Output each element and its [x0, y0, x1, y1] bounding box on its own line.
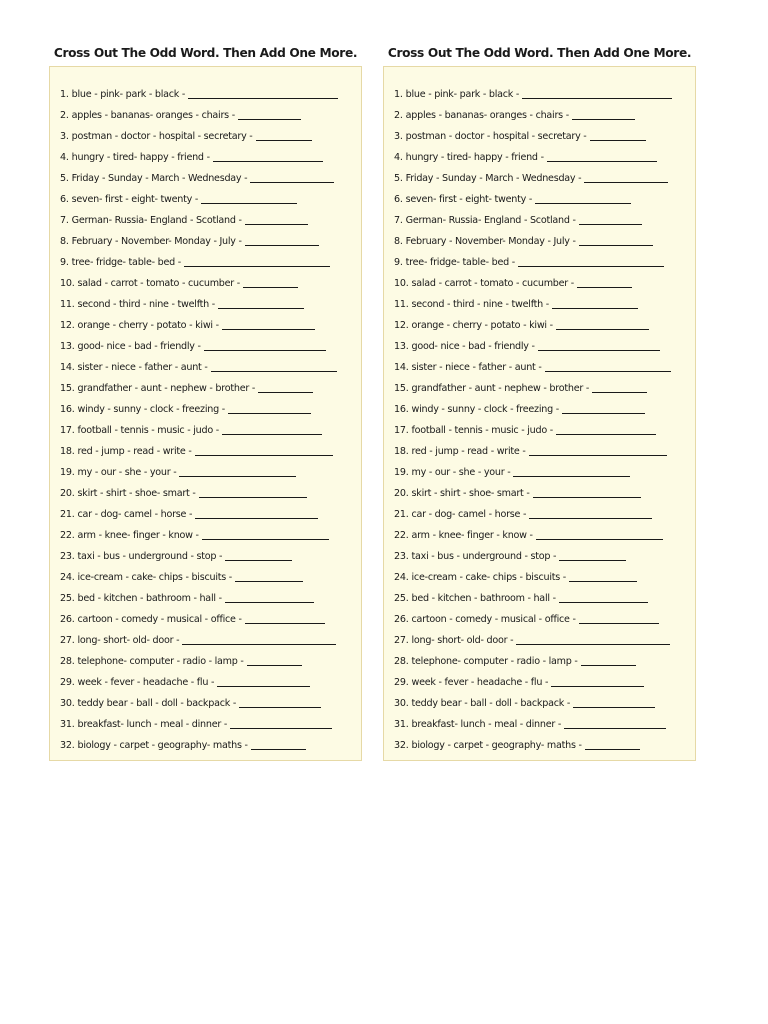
answer-blank [239, 707, 321, 708]
item-number: 24. [60, 572, 75, 583]
exercise-item [394, 439, 695, 460]
item-words: grandfather - aunt - nephew - brother - [411, 383, 590, 394]
item-words: bed - kitchen - bathroom - hall - [411, 593, 556, 604]
exercise-item [60, 187, 361, 208]
answer-blank [562, 413, 645, 414]
exercise-item [60, 145, 361, 166]
answer-blank [204, 350, 326, 351]
item-words: bed - kitchen - bathroom - hall - [77, 593, 222, 604]
exercise-item [394, 397, 695, 418]
item-words: Friday - Sunday - March - Wednesday - [71, 173, 248, 184]
answer-blank [211, 371, 337, 372]
item-number: 4. [60, 152, 69, 163]
item-number: 29. [394, 677, 409, 688]
exercise-item [394, 208, 695, 229]
exercise-item [60, 733, 361, 754]
exercise-item [394, 607, 695, 628]
item-words: week - fever - headache - flu - [77, 677, 215, 688]
item-words: seven- first - eight- twenty - [71, 194, 199, 205]
answer-blank [245, 623, 325, 624]
item-words: red - jump - read - write - [77, 446, 192, 457]
exercise-item [394, 733, 695, 754]
answer-blank [533, 497, 641, 498]
answer-blank [225, 602, 314, 603]
item-number: 32. [60, 740, 75, 751]
answer-blank [256, 140, 312, 141]
answer-blank [516, 644, 670, 645]
item-number: 9. [60, 257, 69, 268]
item-words: apples - bananas- oranges - chairs - [71, 110, 235, 121]
item-number: 16. [60, 404, 75, 415]
item-words: Friday - Sunday - March - Wednesday - [405, 173, 582, 184]
exercise-item [394, 145, 695, 166]
item-words: salad - carrot - tomato - cucumber - [411, 278, 574, 289]
exercise-item [394, 124, 695, 145]
answer-blank [247, 665, 302, 666]
item-number: 11. [60, 299, 75, 310]
answer-blank [579, 224, 642, 225]
item-words: biology - carpet - geography- maths - [411, 740, 582, 751]
item-number: 31. [394, 719, 409, 730]
answer-blank [179, 476, 296, 477]
exercise-item [60, 712, 361, 733]
answer-blank [581, 665, 636, 666]
item-number: 9. [394, 257, 403, 268]
exercise-item [60, 229, 361, 250]
exercise-item [60, 544, 361, 565]
item-number: 26. [60, 614, 75, 625]
item-number: 4. [394, 152, 403, 163]
worksheet-right [383, 42, 696, 761]
exercise-item [60, 166, 361, 187]
item-words: German- Russia- England - Scotland - [71, 215, 242, 226]
answer-blank [522, 98, 672, 99]
item-number: 13. [60, 341, 75, 352]
item-words: seven- first - eight- twenty - [405, 194, 533, 205]
item-number: 8. [60, 236, 69, 247]
item-words: my - our - she - your - [411, 467, 511, 478]
exercise-item [394, 418, 695, 439]
item-number: 32. [394, 740, 409, 751]
item-words: red - jump - read - write - [411, 446, 526, 457]
exercise-item [394, 460, 695, 481]
item-number: 27. [394, 635, 409, 646]
answer-blank [536, 539, 663, 540]
answer-blank [225, 560, 292, 561]
answer-blank [202, 539, 329, 540]
exercise-item [394, 313, 695, 334]
item-words: tree- fridge- table- bed - [71, 257, 181, 268]
answer-blank [258, 392, 313, 393]
item-words: German- Russia- England - Scotland - [405, 215, 576, 226]
item-words: biology - carpet - geography- maths - [77, 740, 248, 751]
item-words: breakfast- lunch - meal - dinner - [77, 719, 228, 730]
item-number: 25. [60, 593, 75, 604]
item-number: 5. [394, 173, 403, 184]
answer-blank [228, 413, 311, 414]
item-words: grandfather - aunt - nephew - brother - [77, 383, 256, 394]
exercise-item [60, 292, 361, 313]
item-words: telephone- computer - radio - lamp - [411, 656, 578, 667]
item-words: cartoon - comedy - musical - office - [411, 614, 576, 625]
exercise-item [60, 691, 361, 712]
answer-blank [572, 119, 635, 120]
item-number: 15. [394, 383, 409, 394]
item-words: ice-cream - cake- chips - biscuits - [77, 572, 233, 583]
answer-blank [251, 749, 306, 750]
item-number: 19. [60, 467, 75, 478]
item-number: 12. [60, 320, 75, 331]
exercise-item [60, 670, 361, 691]
item-number: 11. [394, 299, 409, 310]
answer-blank [213, 161, 323, 162]
item-number: 17. [394, 425, 409, 436]
item-words: arm - knee- finger - know - [77, 530, 199, 541]
item-words: good- nice - bad - friendly - [77, 341, 201, 352]
item-number: 10. [394, 278, 409, 289]
item-number: 2. [394, 110, 403, 121]
answer-blank [585, 749, 640, 750]
item-words: February - November- Monday - July - [71, 236, 242, 247]
item-number: 7. [60, 215, 69, 226]
exercise-item [394, 166, 695, 187]
item-number: 30. [60, 698, 75, 709]
exercise-item [394, 544, 695, 565]
exercise-item [60, 418, 361, 439]
answer-blank [547, 161, 657, 162]
exercise-item [394, 502, 695, 523]
item-words: long- short- old- door - [411, 635, 514, 646]
exercise-item [394, 103, 695, 124]
item-words: teddy bear - ball - doll - backpack - [77, 698, 237, 709]
item-words: skirt - shirt - shoe- smart - [77, 488, 196, 499]
exercise-item [60, 439, 361, 460]
answer-blank [529, 518, 652, 519]
answer-blank [222, 434, 322, 435]
item-number: 20. [394, 488, 409, 499]
item-words: arm - knee- finger - know - [411, 530, 533, 541]
item-number: 14. [60, 362, 75, 373]
item-words: blue - pink- park - black - [71, 89, 186, 100]
answer-blank [245, 224, 308, 225]
exercise-item [394, 355, 695, 376]
item-words: second - third - nine - twelfth - [77, 299, 216, 310]
item-words: windy - sunny - clock - freezing - [77, 404, 225, 415]
item-number: 20. [60, 488, 75, 499]
answer-blank [222, 329, 315, 330]
item-number: 31. [60, 719, 75, 730]
exercise-item [60, 649, 361, 670]
item-number: 15. [60, 383, 75, 394]
answer-blank [573, 707, 655, 708]
exercise-item [60, 607, 361, 628]
item-number: 25. [394, 593, 409, 604]
exercise-item [394, 628, 695, 649]
item-number: 10. [60, 278, 75, 289]
answer-blank [235, 581, 303, 582]
answer-blank [559, 560, 626, 561]
item-number: 28. [60, 656, 75, 667]
item-words: orange - cherry - potato - kiwi - [77, 320, 219, 331]
answer-blank [592, 392, 647, 393]
item-number: 29. [60, 677, 75, 688]
exercise-item [60, 397, 361, 418]
item-words: tree- fridge- table- bed - [405, 257, 515, 268]
item-words: postman - doctor - hospital - secretary - [71, 131, 253, 142]
item-number: 17. [60, 425, 75, 436]
answer-blank [518, 266, 664, 267]
answer-blank [590, 140, 646, 141]
exercise-box [49, 66, 362, 761]
exercise-list [60, 82, 361, 754]
item-number: 3. [394, 131, 403, 142]
exercise-item [60, 313, 361, 334]
item-words: second - third - nine - twelfth - [411, 299, 550, 310]
worksheet-title: Cross Out The Odd Word. Then Add One More. [387, 46, 692, 60]
item-words: football - tennis - music - judo - [411, 425, 553, 436]
item-number: 26. [394, 614, 409, 625]
exercise-item [394, 229, 695, 250]
answer-blank [556, 329, 649, 330]
item-number: 14. [394, 362, 409, 373]
exercise-item [60, 502, 361, 523]
answer-blank [538, 350, 660, 351]
exercise-item [60, 250, 361, 271]
item-words: sister - niece - father - aunt - [77, 362, 208, 373]
item-number: 8. [394, 236, 403, 247]
item-words: windy - sunny - clock - freezing - [411, 404, 559, 415]
answer-blank [243, 287, 298, 288]
exercise-item [394, 649, 695, 670]
item-words: cartoon - comedy - musical - office - [77, 614, 242, 625]
answer-blank [250, 182, 334, 183]
answer-blank [569, 581, 637, 582]
item-words: February - November- Monday - July - [405, 236, 576, 247]
item-number: 28. [394, 656, 409, 667]
item-words: ice-cream - cake- chips - biscuits - [411, 572, 567, 583]
exercise-item [60, 565, 361, 586]
item-words: taxi - bus - underground - stop - [77, 551, 223, 562]
item-words: telephone- computer - radio - lamp - [77, 656, 244, 667]
answer-blank [238, 119, 301, 120]
answer-blank [218, 308, 304, 309]
item-words: taxi - bus - underground - stop - [411, 551, 557, 562]
exercise-item [394, 586, 695, 607]
item-number: 27. [60, 635, 75, 646]
item-number: 18. [394, 446, 409, 457]
item-words: long- short- old- door - [77, 635, 180, 646]
item-number: 18. [60, 446, 75, 457]
item-words: car - dog- camel - horse - [77, 509, 193, 520]
item-number: 12. [394, 320, 409, 331]
exercise-item [60, 208, 361, 229]
worksheet-title: Cross Out The Odd Word. Then Add One More. [53, 46, 358, 60]
answer-blank [195, 518, 318, 519]
item-words: good- nice - bad - friendly - [411, 341, 535, 352]
item-number: 13. [394, 341, 409, 352]
item-words: car - dog- camel - horse - [411, 509, 527, 520]
item-number: 3. [60, 131, 69, 142]
exercise-item [394, 523, 695, 544]
item-number: 2. [60, 110, 69, 121]
exercise-box [383, 66, 696, 761]
item-words: hungry - tired- happy - friend - [71, 152, 210, 163]
exercise-item [394, 565, 695, 586]
exercise-item [60, 82, 361, 103]
answer-blank [188, 98, 338, 99]
exercise-item [394, 187, 695, 208]
item-number: 24. [394, 572, 409, 583]
item-number: 22. [60, 530, 75, 541]
exercise-item [60, 586, 361, 607]
exercise-list [394, 82, 695, 754]
item-number: 19. [394, 467, 409, 478]
item-number: 21. [60, 509, 75, 520]
item-words: orange - cherry - potato - kiwi - [411, 320, 553, 331]
answer-blank [545, 371, 671, 372]
exercise-item [394, 334, 695, 355]
item-words: my - our - she - your - [77, 467, 177, 478]
item-words: football - tennis - music - judo - [77, 425, 219, 436]
exercise-item [394, 481, 695, 502]
exercise-item [394, 292, 695, 313]
answer-blank [552, 308, 638, 309]
item-number: 16. [394, 404, 409, 415]
item-number: 1. [394, 89, 403, 100]
answer-blank [201, 203, 297, 204]
item-number: 23. [394, 551, 409, 562]
exercise-item [394, 376, 695, 397]
exercise-item [60, 355, 361, 376]
answer-blank [579, 623, 659, 624]
item-words: blue - pink- park - black - [405, 89, 520, 100]
exercise-item [60, 334, 361, 355]
exercise-item [60, 103, 361, 124]
answer-blank [529, 455, 667, 456]
answer-blank [535, 203, 631, 204]
item-number: 30. [394, 698, 409, 709]
exercise-item [60, 523, 361, 544]
answer-blank [199, 497, 307, 498]
answer-blank [559, 602, 648, 603]
answer-blank [184, 266, 330, 267]
exercise-item [60, 271, 361, 292]
item-number: 5. [60, 173, 69, 184]
item-words: teddy bear - ball - doll - backpack - [411, 698, 571, 709]
answer-blank [577, 287, 632, 288]
item-words: skirt - shirt - shoe- smart - [411, 488, 530, 499]
answer-blank [564, 728, 666, 729]
exercise-item [394, 250, 695, 271]
item-number: 23. [60, 551, 75, 562]
exercise-item [60, 376, 361, 397]
item-words: postman - doctor - hospital - secretary - [405, 131, 587, 142]
item-number: 1. [60, 89, 69, 100]
exercise-item [394, 82, 695, 103]
exercise-item [394, 691, 695, 712]
item-words: breakfast- lunch - meal - dinner - [411, 719, 562, 730]
answer-blank [551, 686, 644, 687]
item-number: 6. [60, 194, 69, 205]
answer-blank [245, 245, 319, 246]
item-number: 6. [394, 194, 403, 205]
answer-blank [182, 644, 336, 645]
answer-blank [195, 455, 333, 456]
item-words: salad - carrot - tomato - cucumber - [77, 278, 240, 289]
answer-blank [579, 245, 653, 246]
exercise-item [60, 628, 361, 649]
item-words: week - fever - headache - flu - [411, 677, 549, 688]
item-number: 22. [394, 530, 409, 541]
item-words: hungry - tired- happy - friend - [405, 152, 544, 163]
exercise-item [60, 481, 361, 502]
exercise-item [394, 271, 695, 292]
item-words: sister - niece - father - aunt - [411, 362, 542, 373]
exercise-item [60, 460, 361, 481]
item-number: 21. [394, 509, 409, 520]
answer-blank [584, 182, 668, 183]
exercise-item [60, 124, 361, 145]
item-words: apples - bananas- oranges - chairs - [405, 110, 569, 121]
answer-blank [217, 686, 310, 687]
answer-blank [230, 728, 332, 729]
item-number: 7. [394, 215, 403, 226]
exercise-item [394, 670, 695, 691]
worksheet-left [49, 42, 362, 761]
answer-blank [513, 476, 630, 477]
answer-blank [556, 434, 656, 435]
exercise-item [394, 712, 695, 733]
